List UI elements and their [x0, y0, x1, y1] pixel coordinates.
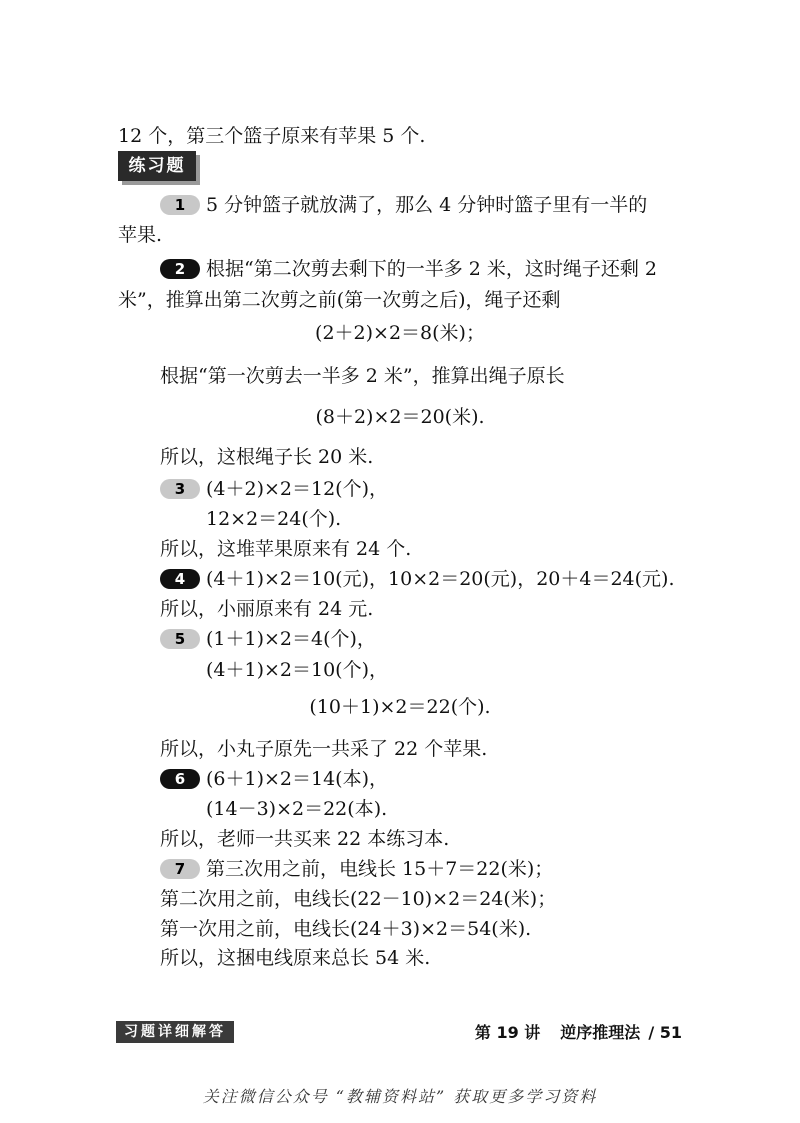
- answer-4-line-1: 4 (4＋1)×2＝10(元)，10×2＝20(元)，20＋4＝24(元).: [160, 566, 675, 592]
- chapter-title: 逆序推理法: [560, 1023, 641, 1042]
- answer-number-badge: 7: [160, 859, 200, 879]
- answer-2-equation-2: (8＋2)×2＝20(米).: [315, 406, 485, 428]
- answer-7-conclusion: 所以，这捆电线原来总长 54 米.: [160, 947, 431, 969]
- page-number: / 51: [648, 1023, 682, 1042]
- answer-2-line-2: 米”，推算出第二次剪之前(第一次剪之后)，绳子还剩: [118, 289, 561, 311]
- answer-2-line-1: 2 根据“第二次剪去剩下的一半多 2 米，这时绳子还剩 2: [160, 256, 657, 282]
- answer-6-line-1: 6 (6＋1)×2＝14(本)，: [160, 766, 388, 792]
- answer-2-middle: 根据“第一次剪去一半多 2 米”，推算出绳子原长: [160, 365, 565, 387]
- answer-7-line-3: 第一次用之前，电线长(24＋3)×2＝54(米).: [160, 918, 532, 940]
- answer-3-line-2: 12×2＝24(个).: [206, 508, 342, 530]
- answer-2-conclusion: 所以，这根绳子长 20 米.: [160, 446, 374, 468]
- answer-number-badge: 3: [160, 479, 200, 499]
- answer-6-line-2: (14－3)×2＝22(本).: [206, 798, 388, 820]
- answer-6-conclusion: 所以，老师一共买来 22 本练习本.: [160, 828, 450, 850]
- answer-1-line-1: 1 5 分钟篮子就放满了，那么 4 分钟时篮子里有一半的: [160, 192, 647, 218]
- answer-number-badge: 6: [160, 769, 200, 789]
- footer-section-tag: 习题详细解答: [116, 1021, 234, 1043]
- answer-3-conclusion: 所以，这堆苹果原来有 24 个.: [160, 538, 412, 560]
- answer-7-line-2: 第二次用之前，电线长(22－10)×2＝24(米)；: [160, 888, 557, 910]
- answer-2-equation-1: (2＋2)×2＝8(米)；: [315, 322, 485, 344]
- answer-number-badge: 1: [160, 195, 200, 215]
- answer-5-conclusion: 所以，小丸子原先一共采了 22 个苹果.: [160, 738, 488, 760]
- continuation-line: 12 个，第三个篮子原来有苹果 5 个.: [118, 125, 426, 147]
- answer-number-badge: 2: [160, 259, 200, 279]
- answer-number-badge: 5: [160, 629, 200, 649]
- answer-3-line-1: 3 (4＋2)×2＝12(个)，: [160, 476, 388, 502]
- chapter-number: 第 19 讲: [474, 1023, 541, 1042]
- answer-5-equation: (10＋1)×2＝22(个).: [309, 696, 491, 718]
- section-label: 练习题: [118, 151, 196, 181]
- answer-number-badge: 4: [160, 569, 200, 589]
- running-footer: [475, 1020, 682, 1043]
- answer-7-line-1: 7 第三次用之前，电线长 15＋7＝22(米)；: [160, 856, 553, 882]
- answer-1-line-2: 苹果.: [118, 224, 163, 246]
- answer-4-conclusion: 所以，小丽原来有 24 元.: [160, 598, 374, 620]
- answer-5-line-1: 5 (1＋1)×2＝4(个)，: [160, 626, 376, 652]
- watermark: 关注微信公众号 “教辅资料站” 获取更多学习资料: [202, 1087, 598, 1106]
- answer-5-line-2: (4＋1)×2＝10(个)，: [206, 659, 389, 681]
